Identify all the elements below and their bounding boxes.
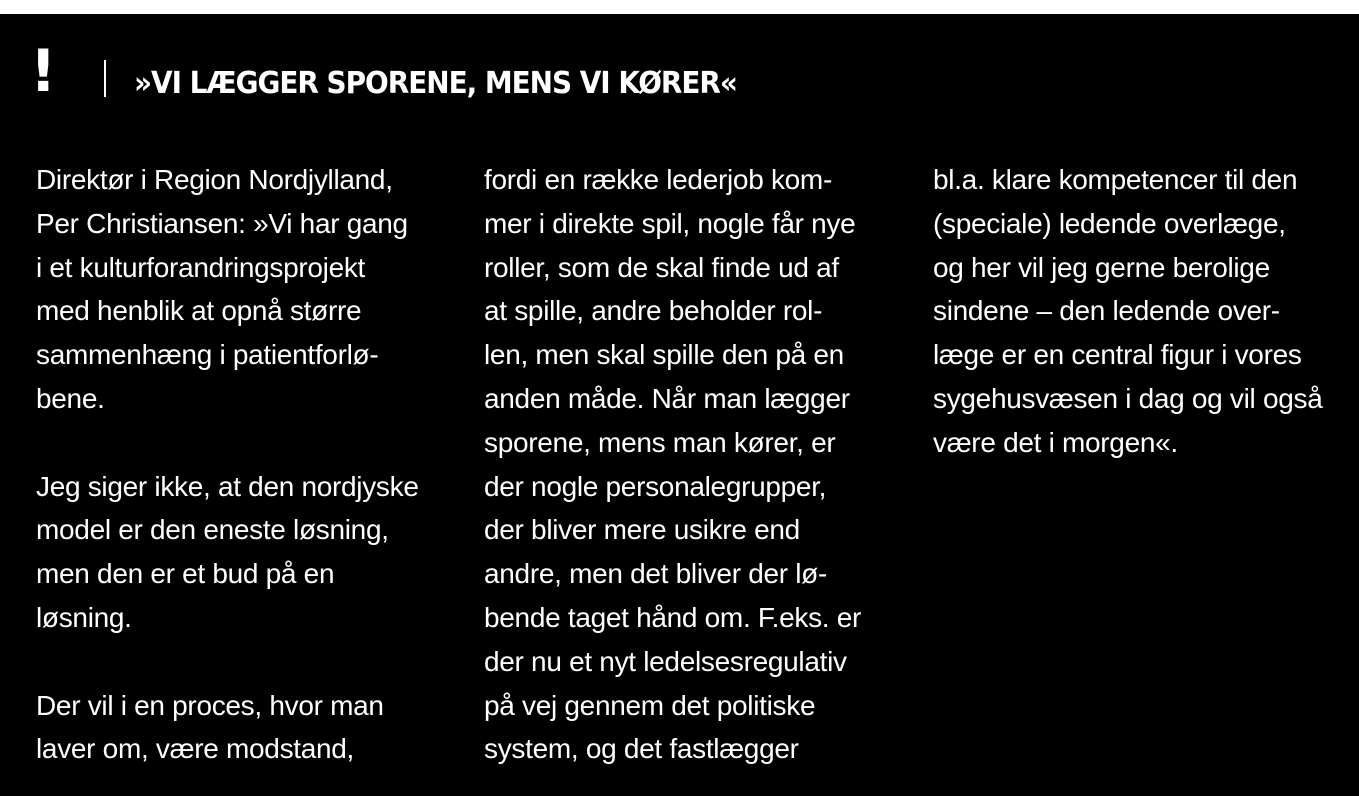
text-line: i et kulturforandringsprojekt: [36, 251, 366, 283]
exclamation-icon: !: [30, 37, 57, 105]
text-line: der nu et nyt ledelsesregulativ: [484, 645, 847, 677]
text-line: sammenhæng i patientforlø-: [36, 339, 379, 371]
text-line: at spille, andre beholder rol-: [484, 295, 823, 327]
text-line: model er den eneste løsning,: [36, 514, 389, 546]
quote-box: [0, 14, 1359, 796]
text-line: der bliver mere usikre end: [484, 514, 800, 546]
paragraph-gap: [36, 640, 456, 684]
text-line: læge er en central figur i vores: [933, 339, 1302, 371]
paragraph-gap: [36, 421, 456, 465]
text-line: system, og det fastlægger: [484, 733, 799, 765]
text-line: med henblik at opnå større: [36, 295, 362, 327]
text-column-3: [933, 158, 1353, 465]
text-line: Direktør i Region Nordjylland,: [36, 164, 393, 195]
text-line: roller, som de skal finde ud af: [484, 251, 839, 283]
text-column-2: [484, 158, 904, 771]
text-line: sindene – den ledende over-: [933, 295, 1280, 327]
text-line: len, men skal spille den på en: [484, 339, 844, 371]
text-line: anden måde. Når man lægger: [484, 382, 850, 414]
text-line: på vej gennem det politiske: [484, 689, 816, 721]
text-line: mer i direkte spil, nogle får nye: [484, 207, 856, 239]
box-header: [0, 14, 1359, 134]
text-line: Jeg siger ikke, at den nordjyske: [36, 470, 419, 502]
text-line: og her vil jeg gerne berolige: [933, 251, 1270, 283]
text-line: sporene, mens man kører, er: [484, 426, 836, 458]
text-line: bende taget hånd om. F.eks. er: [484, 601, 862, 633]
text-line: være det i morgen«.: [933, 426, 1178, 458]
header-divider: [104, 60, 106, 97]
text-line: men den er et bud på en: [36, 558, 335, 590]
text-line: (speciale) ledende overlæge,: [933, 207, 1286, 239]
text-line: fordi en række lederjob kom-: [484, 164, 832, 195]
text-line: andre, men det bliver der lø-: [484, 558, 828, 590]
text-line: Der vil i en proces, hvor man: [36, 689, 384, 721]
text-line: bene.: [36, 382, 105, 414]
text-line: sygehusvæsen i dag og vil også: [933, 382, 1323, 414]
text-line: løsning.: [36, 601, 132, 633]
text-line: der nogle personalegrupper,: [484, 470, 827, 502]
text-line: Per Christiansen: »Vi har gang: [36, 207, 408, 239]
box-title: »VI LÆGGER SPORENE, MENS VI KØRER«: [134, 66, 737, 101]
text-line: laver om, være modstand,: [36, 733, 355, 765]
text-column-1: [36, 158, 456, 771]
text-line: bl.a. klare kompetencer til den: [933, 164, 1298, 195]
